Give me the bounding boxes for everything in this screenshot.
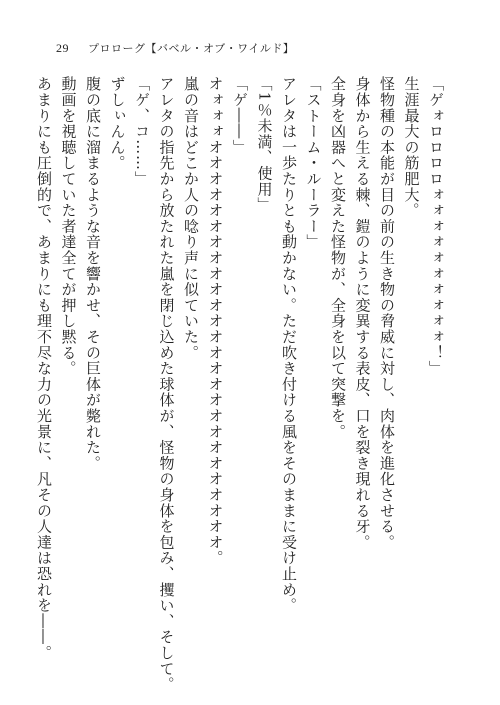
text-line: 全身を凶器へと変えた怪物が、全身を以て突撃を。: [329, 76, 347, 440]
text-line: 嵐の音はどこか人の唸り声に似ていた。: [182, 76, 200, 361]
page-number: 29: [56, 40, 69, 55]
text-line: 生涯最大の筋肥大。: [402, 76, 421, 219]
text-line: 腹の底に溜まるような音を響かせ、その巨体が斃れた。: [84, 76, 102, 471]
vertical-body-text: [35, 76, 448, 693]
running-header: [56, 40, 294, 56]
text-line: 身体から生える棘、鎧のように変異する表皮、口を裂き現れる牙。: [353, 76, 372, 550]
text-line: ずしぃんん。: [108, 76, 127, 171]
text-line: アレタの指先から放たれた嵐を閉じ込めた球体が、怪物の身体を包み、攫い、そして。: [157, 76, 176, 693]
text-line: オォォォオオオオオオオオオオオオオオオオオオオオオオオオオオ。: [206, 76, 225, 566]
text-line: アレタは一歩たりとも動かない。ただ吹き付ける風をそのままに受け止め。: [280, 76, 298, 614]
text-line: 「ゲォロロロロォォォォォォォォォォ！」: [427, 76, 445, 377]
text-line: あまりにも圧倒的で、あまりにも理不尽な力の光景に、凡その人達は恐れを――。: [35, 76, 53, 661]
text-line: 「ストーム・ルーラー」: [304, 76, 323, 250]
chapter-title: プロローグ【バベル・オブ・ワイルド】: [88, 42, 295, 55]
text-line: 動画を視聴していた者達全てが押し黙る。: [59, 76, 78, 377]
text-line: 「ゲ、コ……」: [133, 76, 151, 187]
text-line: 「ゲ――」: [231, 76, 249, 155]
text-line: 「1％未満、使用」: [255, 76, 274, 213]
text-line: 怪物種の本能が目の前の生き物の脅威に対し、肉体を進化させる。: [378, 76, 396, 550]
